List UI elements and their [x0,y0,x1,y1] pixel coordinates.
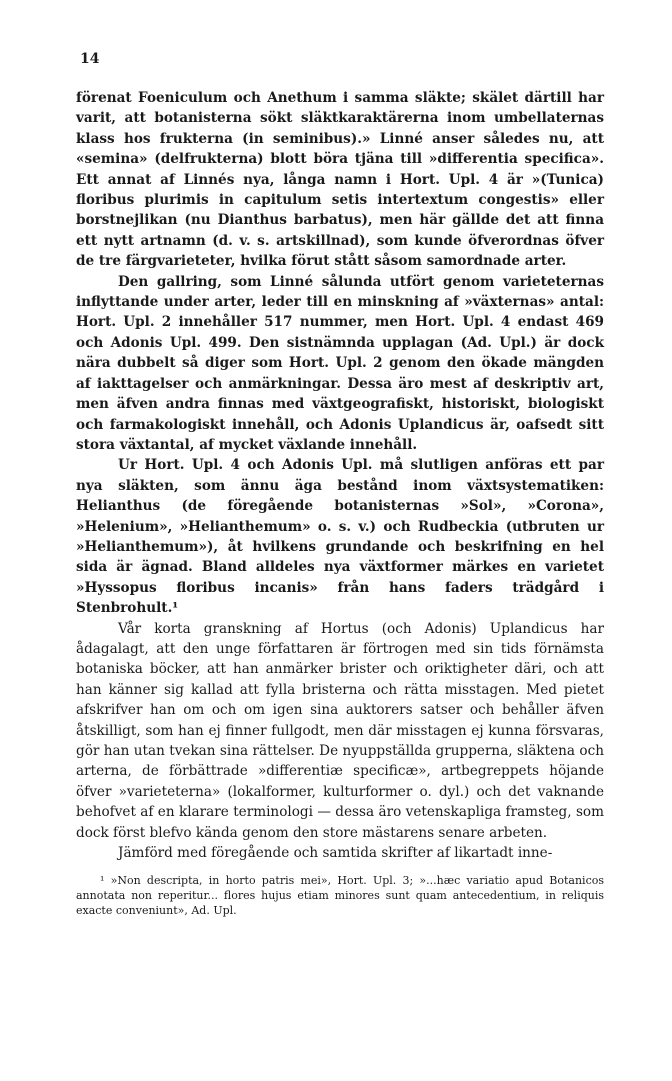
paragraph-4: Vår korta granskning af Hortus (och Adonis) Uplandicus har ådagalagt, att den unge författaren är förtrogen med sin tids förnämsta botaniska böcker, att han anmärker brister och oriktigheter däri, och att han känner sig kallad att fylla bristerna och rätta misstagen. Med pietet afskrifver han om och om igen sina auktorers satser och behåller äfven åtskilligt, som han ej finner fullgodt, men där misstagen ej kunna försvaras, gör han utan tvekan sina rättelser. De nyuppställda grupperna, släktena och arterna, de förbättrade »differentiæ specificæ», artbegreppets höjande öfver »varieteterna» (lokalformer, kulturformer o. dyl.) och det vaknande behofvet af en klarare terminologi — dessa äro vetenskapliga framsteg, som dock först blefvo kända genom den store mästarens senare arbeten. [76,620,604,841]
paragraph-1: förenat Foeniculum och Anethum i samma släkte; skälet därtill har varit, att botanisterna sökt släktkaraktärerna inom umbellaternas klass hos frukterna (in seminibus).» Linné anser således nu, att «semina» (delfrukterna) blott böra tjäna till »differentia specifica». Ett annat af Linnés nya, långa namn i Hort. Upl. 4 är »(Tunica) floribus plurimis in capitulum setis intertextum congestis» eller borstnejlikan (nu Dianthus barbatus), men här gällde det att finna ett nytt artnamn (d. v. s. artskillnad), som kunde öfverordnas öfver de tre färgvarieteter, hvilka förut stått såsom samordnade arter. [76,90,604,270]
paragraph-2: Den gallring, som Linné sålunda utfört genom varieteternas inflyttande under arter, leder till en minskning af »växternas» antal: Hort. Upl. 2 innehåller 517 nummer, men Hort. Upl. 4 endast 469 och Adonis Upl. 499. Den sistnämnda upplagan (Ad. Upl.) är dock nära dubbelt så diger som Hort. Upl. 2 genom den ökade mängden af iakttagelser och anmärkningar. Dessa äro mest af deskriptiv art, men äfven andra finnas med växtgeografiskt, historiskt, biologiskt och farmakologiskt innehåll, och Adonis Uplandicus är, oafsedt sitt stora växtantal, af mycket växlande innehåll. [76,273,604,453]
paragraph-5: Jämförd med föregående och samtida skrifter af likartadt inne- [118,845,553,862]
document-page [76,52,604,918]
footnote-text: ¹ »Non descripta, in horto patris mei», Hort. Upl. 3; »...hæc variatio apud Botanicos annotata non reperitur... flores hujus etiam minores sunt quam antecedentium, in reliquis exacte conveniunt», Ad. Upl. [76,874,604,918]
footnote [76,873,604,918]
body-text [76,88,604,863]
paragraph-3: Ur Hort. Upl. 4 och Adonis Upl. må slutligen anföras ett par nya släkten, som ännu äga bestånd inom växtsystematiken: Helianthus (de föregående botanisternas »Sol», »Corona», »Helenium», »Helianthemum» o. s. v.) och Rudbeckia (utbruten ur »Helianthemum»), åt hvilkens grundande och beskrifning en hel sida är ägnad. Bland alldeles nya växtformer märkes en varietet »Hyssopus floribus incanis» från hans faders trädgård i Stenbrohult.¹ [76,457,604,617]
page-number: 14 [80,51,100,67]
